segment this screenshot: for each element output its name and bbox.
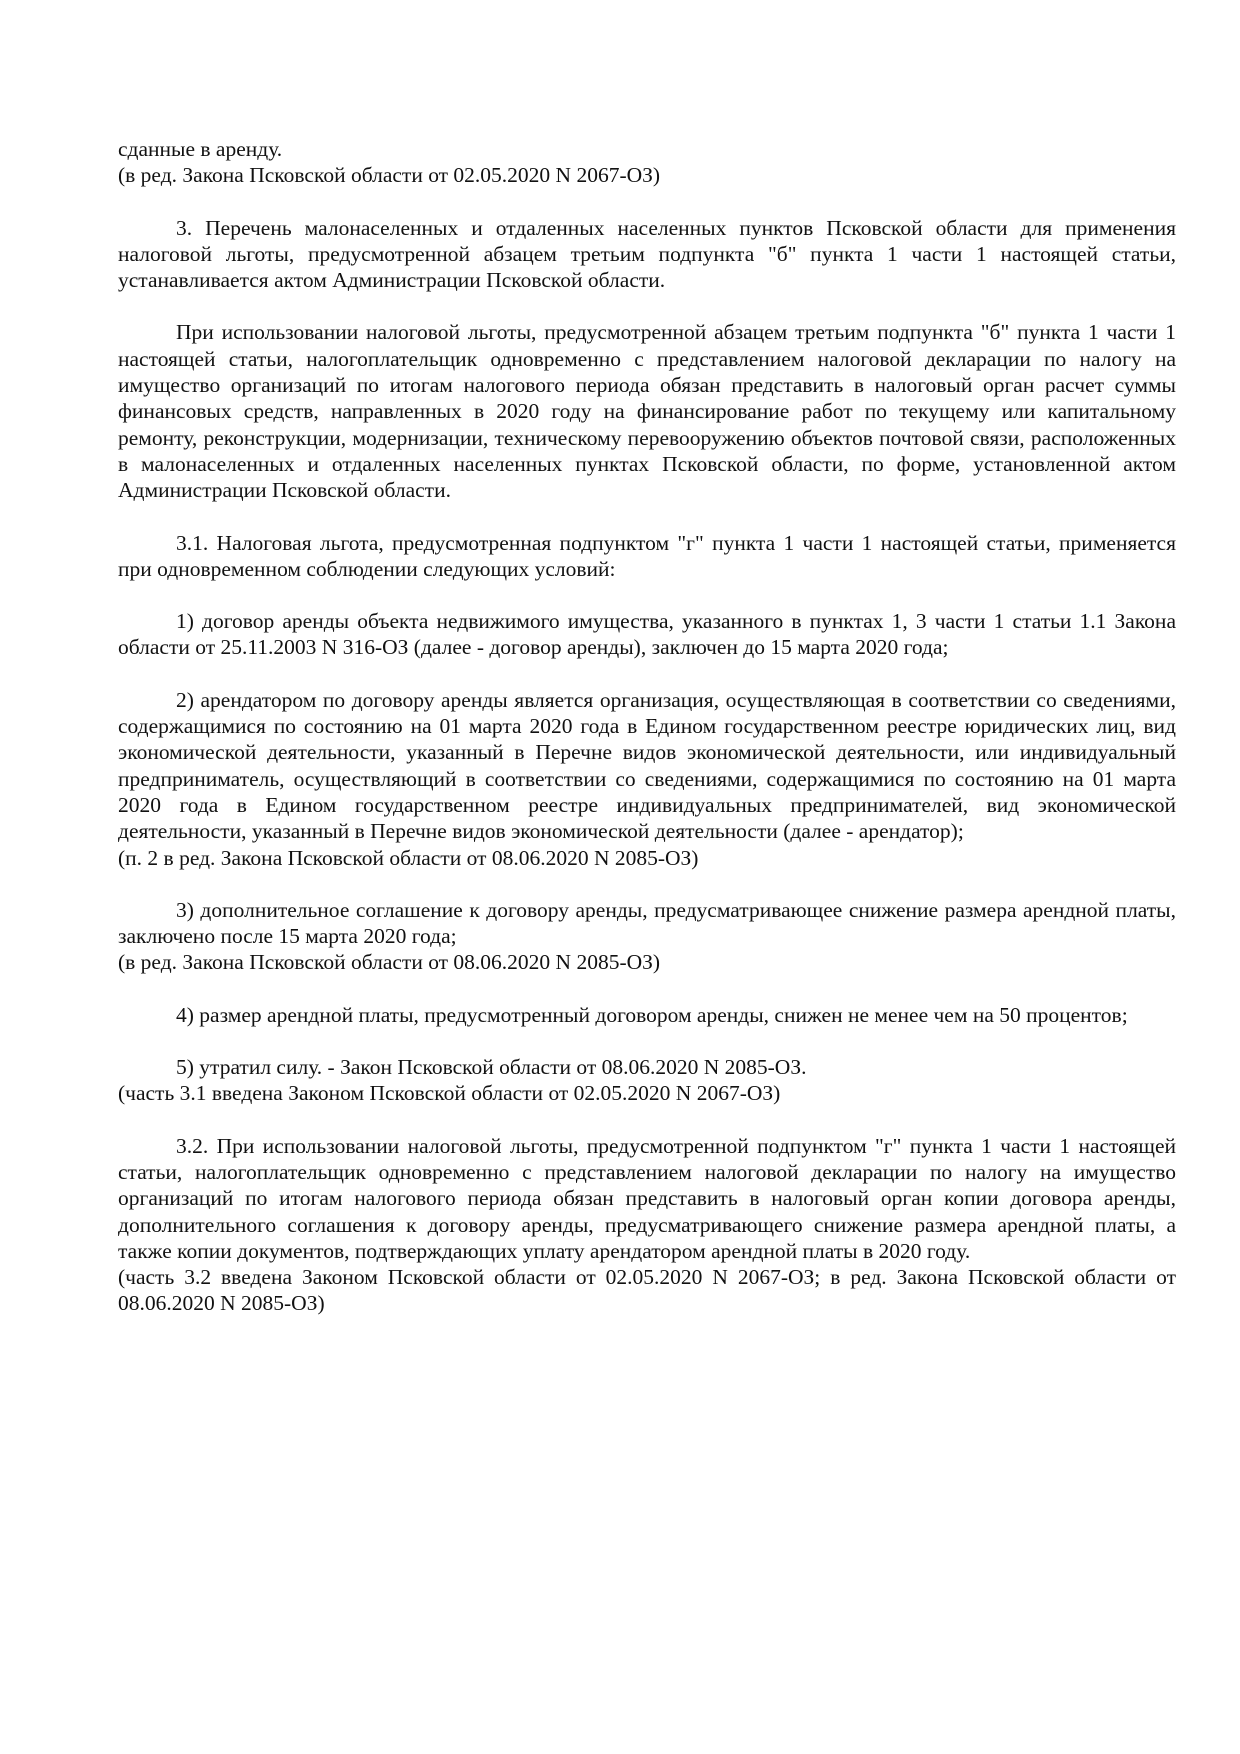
- paragraph-gap: [118, 504, 1176, 530]
- condition-2: 2) арендатором по договору аренды является организация, осуществляющая в соответствии со сведениями, содержащимися по состоянию на 01 марта 2020 года в Едином государственном реестре юридических лиц, вид экономической деятельности, указанный в Перечне видов экономической деятельности, или индивидуальный предприниматель, осуществляющий в соответствии со сведениями, содержащимися по состоянию на 01 марта 2020 года в Едином государственном реестре индивидуальных предпринимателей, вид экономической деятельности, указанный в Перечне видов экономической деятельности (далее - арендатор);: [118, 687, 1176, 844]
- condition-3: 3) дополнительное соглашение к договору аренды, предусматривающее снижение размера арендной платы, заключено после 15 марта 2020 года;: [118, 897, 1176, 949]
- paragraph-benefit-usage: При использовании налоговой льготы, предусмотренной абзацем третьим подпункта "б" пункта 1 части 1 настоящей статьи, налогоплательщик одновременно с представлением налоговой декларации по налогу на имущество организаций по итогам налогового периода обязан представить в налоговый орган расчет суммы финансовых средств, направленных в 2020 году на финансирование работ по текущему или капитальному ремонту, реконструкции, модернизации, техническому перевооружению объектов почтовой связи, расположенных в малонаселенных и отдаленных населенных пунктах Псковской области, по форме, установленной актом Администрации Псковской области.: [118, 320, 1176, 503]
- paragraph-gap: [118, 871, 1176, 897]
- paragraph-gap: [118, 189, 1176, 215]
- condition-4: 4) размер арендной платы, предусмотренный договором аренды, снижен не менее чем на 50 процентов;: [176, 1002, 1128, 1027]
- amendment-note: (часть 3.2 введена Законом Псковской области от 02.05.2020 N 2067-ОЗ; в ред. Закона Псковской области от 08.06.2020 N 2085-ОЗ): [118, 1265, 1176, 1316]
- paragraph-gap: [118, 582, 1176, 608]
- continuation-text: сданные в аренду.: [118, 137, 283, 161]
- document-page: [118, 136, 1176, 1317]
- amendment-note: (п. 2 в ред. Закона Псковской области от 08.06.2020 N 2085-ОЗ): [118, 845, 699, 870]
- paragraph-3-1: 3.1. Налоговая льгота, предусмотренная подпунктом "г" пункта 1 части 1 настоящей статьи, применяется при одновременном соблюдении следующих условий:: [118, 530, 1176, 581]
- amendment-note: (в ред. Закона Псковской области от 08.06.2020 N 2085-ОЗ): [118, 950, 661, 975]
- paragraph-3: 3. Перечень малонаселенных и отдаленных населенных пунктов Псковской области для применения налоговой льготы, предусмотренной абзацем третьим подпункта "б" пункта 1 части 1 настоящей статьи, устанавливается актом Администрации Псковской области.: [118, 215, 1176, 293]
- paragraph-gap: [118, 1028, 1176, 1054]
- condition-1: 1) договор аренды объекта недвижимого имущества, указанного в пунктах 1, 3 части 1 статьи 1.1 Закона области от 25.11.2003 N 316-ОЗ (далее - договор аренды), заключен до 15 марта 2020 года;: [118, 609, 1176, 660]
- paragraph-gap: [118, 293, 1176, 319]
- amendment-note: (часть 3.1 введена Законом Псковской области от 02.05.2020 N 2067-ОЗ): [118, 1081, 781, 1106]
- paragraph-3-2: 3.2. При использовании налоговой льготы, предусмотренной подпунктом "г" пункта 1 части 1 настоящей статьи, налогоплательщик одновременно с представлением налоговой декларации по налогу на имущество организаций по итогам налогового периода обязан представить в налоговый орган копии договора аренды, дополнительного соглашения к договору аренды, предусматривающего снижение размера арендной платы, а также копии документов, подтверждающих уплату арендатором арендной платы в 2020 году.: [118, 1133, 1176, 1263]
- paragraph-gap: [118, 661, 1176, 687]
- paragraph-gap: [118, 1107, 1176, 1133]
- paragraph-gap: [118, 976, 1176, 1002]
- condition-5: 5) утратил силу. - Закон Псковской области от 08.06.2020 N 2085-ОЗ.: [176, 1055, 807, 1080]
- amendment-note: (в ред. Закона Псковской области от 02.05.2020 N 2067-ОЗ): [118, 163, 661, 188]
